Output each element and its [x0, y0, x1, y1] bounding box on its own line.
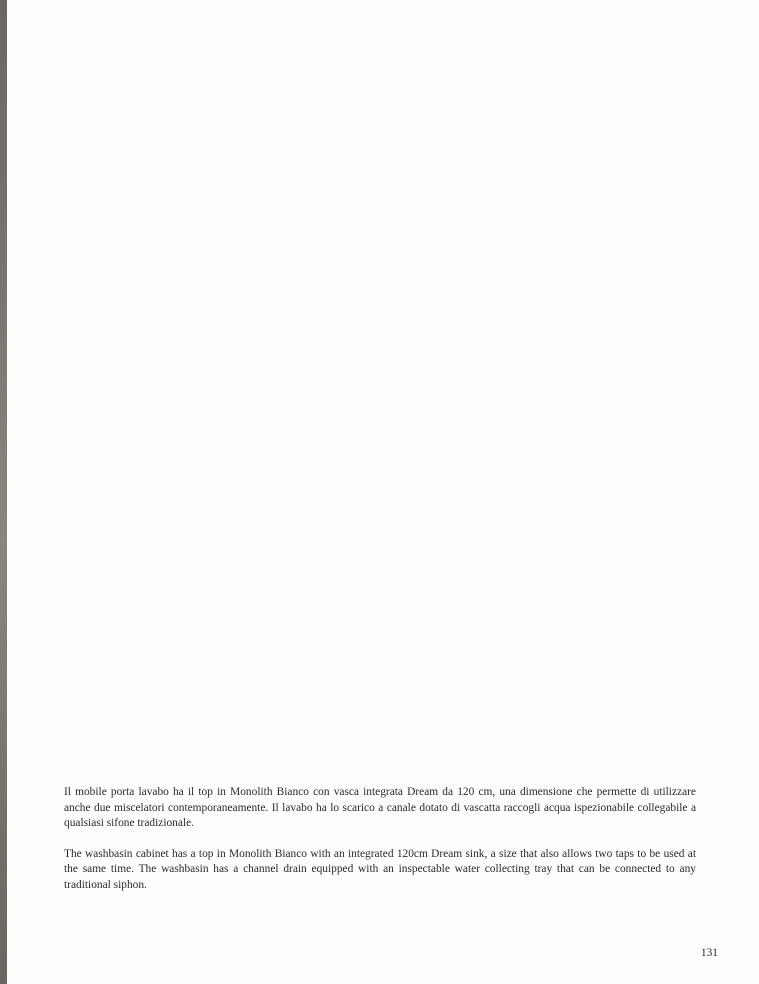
description-text-block — [64, 785, 696, 893]
paragraph-english: The washbasin cabinet has a top in Monolith Bianco with an integrated 120cm Dream sink, a size that also allows two taps to be used at the same time. The washbasin has a channel drain equipped with an inspectable water collecting tray that can be connected to any traditional siphon. — [64, 847, 696, 891]
page-edge-strip — [0, 0, 7, 984]
page-number: 131 — [700, 947, 718, 959]
paragraph-italian: Il mobile porta lavabo ha il top in Monolith Bianco con vasca integrata Dream da 120 cm, una dimensione che permette di utilizzare anche due miscelatori contemporaneamente. Il lavabo ha lo scarico a canale dotato di vascatta raccogli acqua ispezionabile collegabile a qualsiasi sifone tradizionale. — [64, 786, 696, 829]
